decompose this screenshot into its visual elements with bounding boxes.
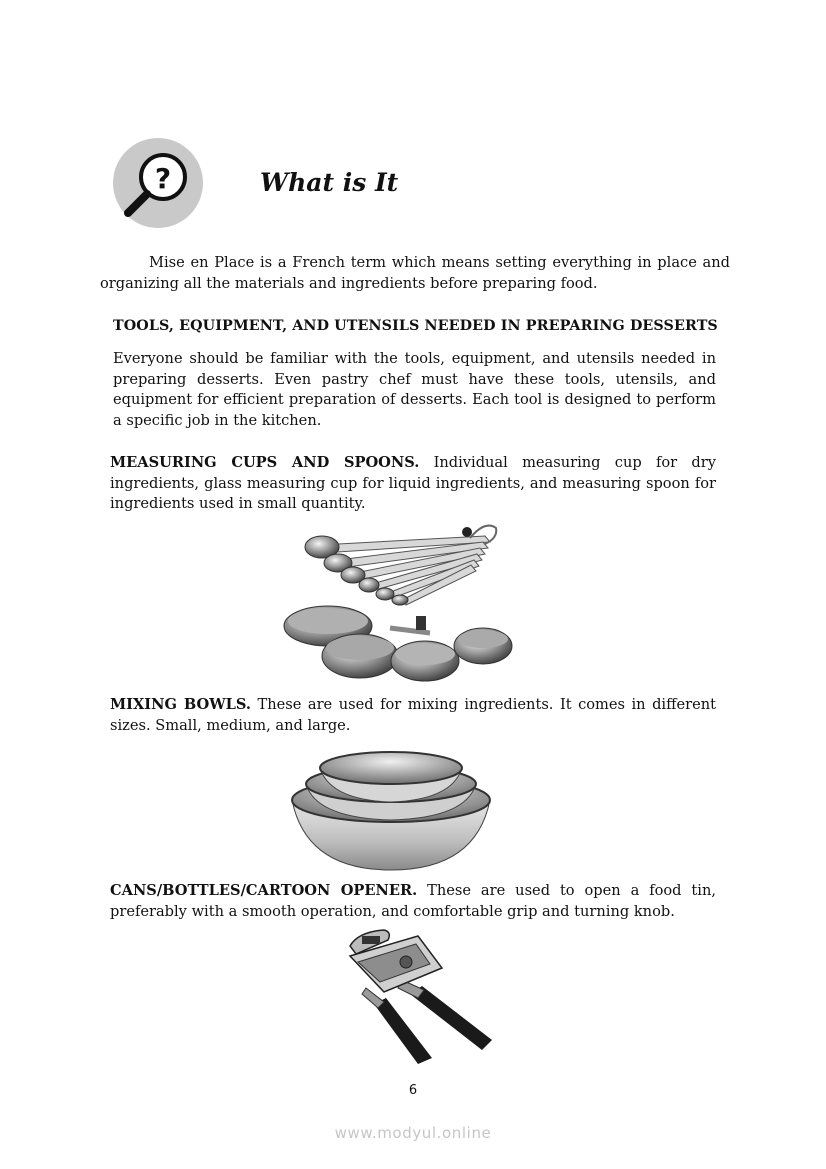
watermark: www.modyul.online xyxy=(334,1124,492,1142)
tools-paragraph: Everyone should be familiar with the tools, equipment, and utensils needed in preparing desserts. Even pastry chef must have these tools, utensils, and equipment for efficient preparation of desserts. Each tool is designed to perform a specific job in the kitchen. xyxy=(113,350,716,429)
section-title: What is It xyxy=(260,168,399,197)
item-description: These are used for mixing ingredients. It comes in different sizes. Small, medium, and large. xyxy=(110,696,716,734)
tools-heading: TOOLS, EQUIPMENT, AND UTENSILS NEEDED IN PREPARING DESSERTS xyxy=(113,318,718,334)
page-number: 6 xyxy=(408,1083,418,1098)
item-mixing-paragraph xyxy=(110,695,716,736)
mixing-bowls-illustration xyxy=(286,748,496,872)
can-opener-illustration xyxy=(340,928,496,1064)
svg-text:?: ? xyxy=(154,162,172,195)
item-term: MIXING BOWLS. xyxy=(110,696,251,713)
item-term: CANS/BOTTLES/CARTOON OPENER. xyxy=(110,882,418,899)
item-description: Individual measuring cup for dry ingredients, glass measuring cup for liquid ingredients, and measuring spoon for ingredients used in small quantity. xyxy=(110,454,716,513)
measuring-cups-spoons-illustration xyxy=(280,518,520,683)
magnifier-question-icon xyxy=(112,137,204,229)
item-opener-paragraph xyxy=(110,881,716,922)
item-measuring-paragraph xyxy=(110,453,716,515)
intro-paragraph: Mise en Place is a French term which means setting everything in place and organizing all the materials and ingredients before preparing food. xyxy=(100,254,730,292)
item-description: These are used to open a food tin, preferably with a smooth operation, and comfortable grip and turning knob. xyxy=(110,882,717,920)
item-term: MEASURING CUPS AND SPOONS. xyxy=(110,454,420,471)
